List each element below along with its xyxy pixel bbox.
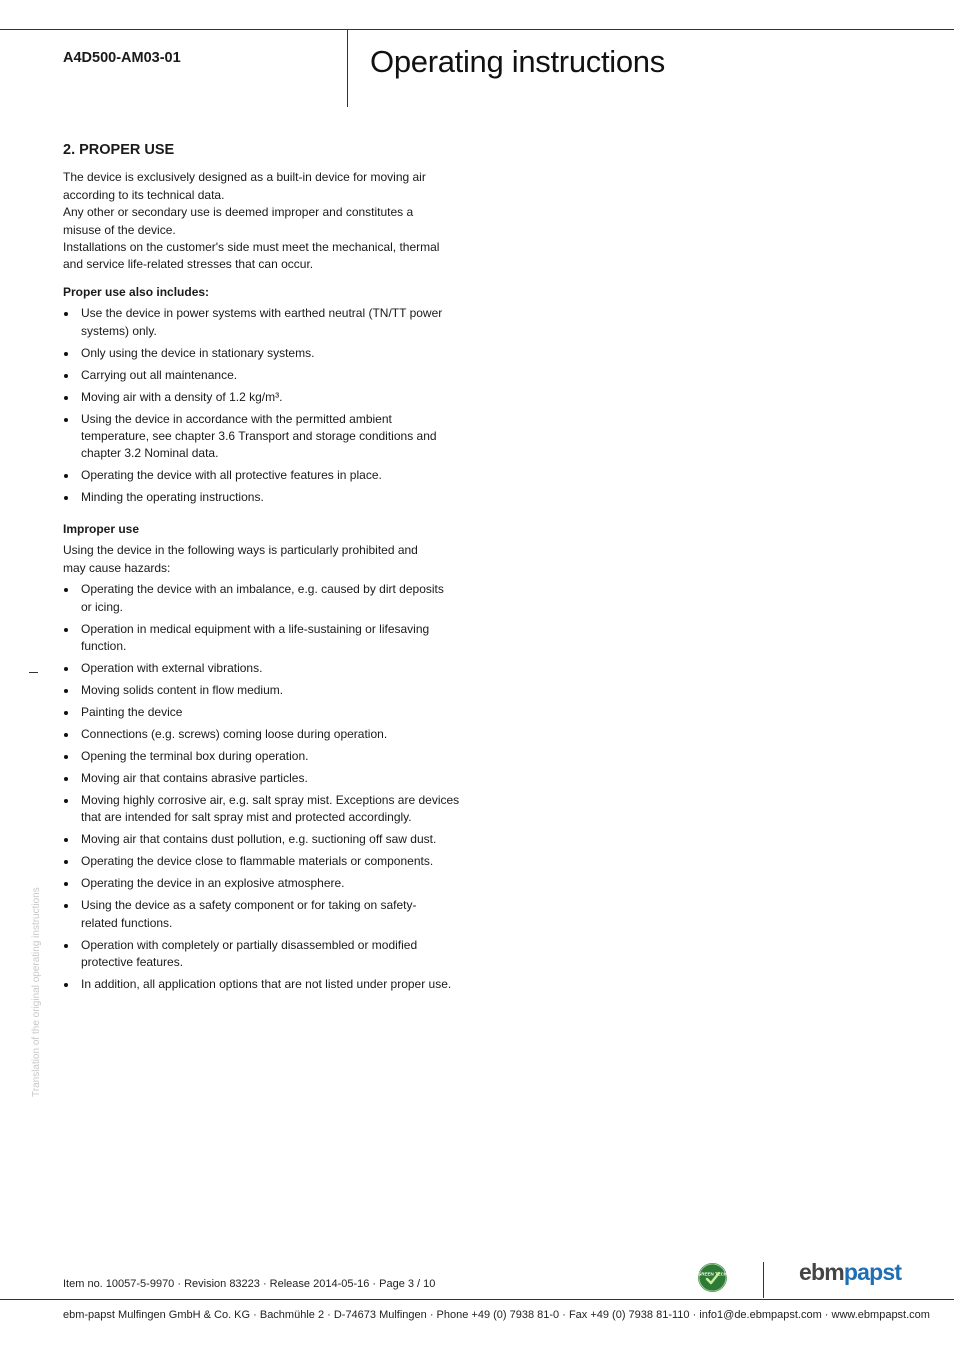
list-item: Operation with completely or partially disassembled or modified protective features. (63, 937, 433, 972)
item-number-line: Item no. 10057-5-9970 · Revision 83223 · Release 2014-05-16 · Page 3 / 10 (63, 1278, 436, 1290)
margin-mark (29, 672, 38, 673)
page-title: Operating instructions (370, 44, 665, 79)
list-item: Carrying out all maintenance. (63, 367, 463, 384)
logo-divider (763, 1262, 764, 1298)
list-item: Minding the operating instructions. (63, 489, 463, 506)
list-item: Moving air that contains abrasive particles. (63, 770, 463, 787)
list-item: Using the device as a safety component or for taking on safety-related functions. (63, 897, 423, 932)
section-heading: 2. PROPER USE (63, 142, 175, 158)
list-item: Operation with external vibrations. (63, 660, 463, 677)
list-item: In addition, all application options that are not listed under proper use. (63, 976, 463, 993)
list-item: Moving solids content in flow medium. (63, 682, 463, 699)
proper-use-heading: Proper use also includes: (63, 284, 210, 299)
footer-rule (0, 1299, 954, 1300)
list-item: Operating the device with an imbalance, e.g. caused by dirt deposits or icing. (63, 581, 448, 616)
improper-use-heading: Improper use (63, 521, 140, 536)
intro-line: and service life-related stresses that can occur. (63, 257, 314, 272)
green-tech-badge-icon (698, 1263, 727, 1292)
logo-part-papst: papst (843, 1259, 902, 1285)
intro-line: misuse of the device. (63, 222, 176, 237)
list-item: Operation in medical equipment with a life-sustaining or lifesaving function. (63, 621, 448, 656)
list-item: Painting the device (63, 704, 463, 721)
improper-use-intro: Using the device in the following ways is particularly prohibited and may cause hazards: (63, 543, 418, 575)
list-item: Operating the device with all protective features in place. (63, 467, 463, 484)
list-item: Using the device in accordance with the permitted ambient temperature, see chapter 3.6 Transport and storage conditions and chapter 3.2 Nominal data. (63, 411, 448, 463)
list-item: Moving highly corrosive air, e.g. salt spray mist. Exceptions are devices that are intended for salt spray mist and protected accordingly. (63, 792, 463, 827)
ebmpapst-logo (799, 1259, 901, 1286)
list-item: Opening the terminal box during operation. (63, 748, 463, 765)
proper-use-list (63, 305, 463, 507)
badge-text: GREEN TECH (698, 1271, 727, 1277)
list-item: Operating the device in an explosive atmosphere. (63, 875, 463, 892)
green-tech-checkmark-icon (698, 1263, 727, 1292)
intro-line: The device is exclusively designed as a built-in device for moving air (63, 170, 426, 185)
list-item: Operating the device close to flammable materials or components. (63, 853, 463, 870)
intro-line: Installations on the customer's side must meet the mechanical, thermal (63, 240, 440, 255)
company-address-line: ebm-papst Mulfingen GmbH & Co. KG · Bachmühle 2 · D-74673 Mulfingen · Phone +49 (0) 7938 81-0 · Fax +49 (0) 7938 81-110 · info1@de.ebmpapst.com · www.ebmpapst.com (63, 1309, 930, 1321)
document-body (63, 142, 463, 998)
list-item: Connections (e.g. screws) coming loose during operation. (63, 726, 463, 743)
translation-note: Translation of the original operating instructions (31, 887, 42, 1097)
intro-line: Any other or secondary use is deemed improper and constitutes a (63, 205, 414, 220)
intro-paragraph (63, 169, 463, 273)
list-item: Use the device in power systems with earthed neutral (TN/TT power systems) only. (63, 305, 448, 340)
improper-use-list (63, 581, 463, 993)
logo-part-ebm: ebm (799, 1259, 844, 1285)
header-divider (347, 29, 348, 107)
list-item: Only using the device in stationary systems. (63, 345, 463, 362)
header-top-rule (0, 29, 954, 30)
intro-line: according to its technical data. (63, 187, 225, 202)
model-number: A4D500-AM03-01 (63, 50, 181, 66)
list-item: Moving air with a density of 1.2 kg/m³. (63, 389, 463, 406)
list-item: Moving air that contains dust pollution, e.g. suctioning off saw dust. (63, 831, 463, 848)
